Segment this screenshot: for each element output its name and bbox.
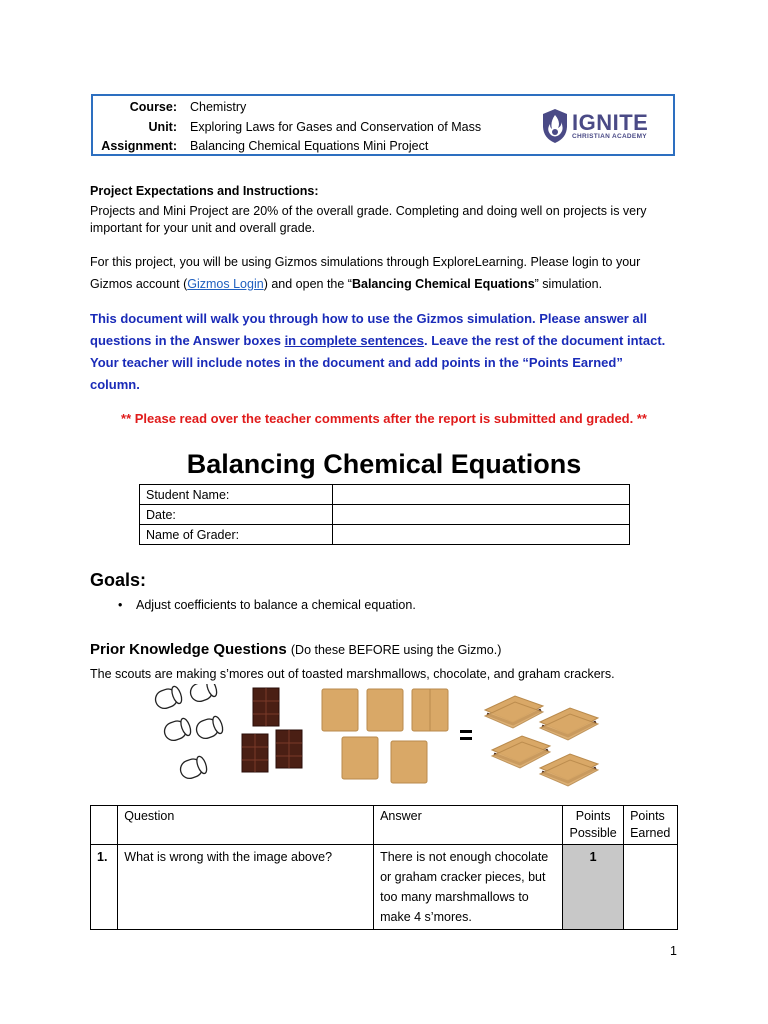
shield-flame-icon <box>542 108 568 144</box>
goal-text: Adjust coefficients to balance a chemical equation. <box>136 598 416 612</box>
graham-cracker-icon <box>322 689 448 783</box>
walkthrough-underlined: in complete sentences <box>284 333 425 348</box>
ignite-logo <box>542 108 662 144</box>
logo-wordmark: IGNITE <box>572 110 649 135</box>
prior-knowledge-note: (Do these BEFORE using the Gizmo.) <box>290 643 502 657</box>
walkthrough-line-2 <box>90 330 665 352</box>
table-row <box>140 525 630 545</box>
expectations-line-1: Projects and Mini Project are 20% of the overall grade. Completing and doing well on projects is very <box>90 204 647 218</box>
answer-header: Answer <box>374 806 563 845</box>
gizmo-line-2-b: ) and open the “ <box>263 277 352 291</box>
page-title: Balancing Chemical Equations <box>186 449 582 479</box>
logo-subtitle: CHRISTIAN ACADEMY <box>572 133 647 140</box>
gizmo-line-2-a: Gizmos account ( <box>90 277 188 291</box>
question-number: 1. <box>91 845 118 930</box>
walkthrough-line-2-a: questions in the Answer boxes <box>90 333 285 348</box>
table-row <box>140 505 630 525</box>
course-value: Chemistry <box>190 100 247 114</box>
unit-label: Unit: <box>148 120 177 134</box>
walkthrough-line-3: Your teacher will include notes in the document and add points in the “Points Earned” <box>90 355 623 370</box>
date-field[interactable] <box>333 505 630 525</box>
grader-name-label: Name of Grader: <box>140 525 333 545</box>
course-header-box <box>91 94 675 156</box>
marshmallow-icon <box>153 684 225 781</box>
question-text: What is wrong with the image above? <box>118 845 374 930</box>
question-header: Question <box>118 806 374 845</box>
goals-heading: Goals: <box>90 570 147 590</box>
prior-knowledge-heading <box>90 641 501 658</box>
goal-item <box>118 598 416 612</box>
walkthrough-line-1: This document will walk you through how to use the Gizmos simulation. Please answer all <box>90 311 647 326</box>
answer-box[interactable]: There is not enough chocolate or graham cracker pieces, but too many marshmallows to make 4 s’mores. <box>374 845 563 930</box>
grader-name-field[interactable] <box>333 525 630 545</box>
assignment-label: Assignment: <box>101 139 177 153</box>
points-earned-header: Points Earned <box>624 806 678 845</box>
gizmos-login-link[interactable]: Gizmos Login <box>187 277 264 291</box>
student-info-table <box>139 484 630 545</box>
table-row <box>140 485 630 505</box>
date-label: Date: <box>140 505 333 525</box>
walkthrough-line-4: column. <box>90 377 140 392</box>
unit-value: Exploring Laws for Gases and Conservation of Mass <box>190 120 482 134</box>
points-earned-cell[interactable] <box>624 845 678 930</box>
smore-icon <box>485 696 598 786</box>
student-name-label: Student Name: <box>140 485 333 505</box>
expectations-line-2: important for your unit and overall grade. <box>90 221 316 235</box>
course-label: Course: <box>129 100 177 114</box>
chocolate-icon <box>242 688 302 772</box>
simulation-name: Balancing Chemical Equations <box>351 277 535 291</box>
gizmo-line-2 <box>90 276 602 293</box>
bullet-icon: • <box>118 598 123 612</box>
assignment-value: Balancing Chemical Equations Mini Project <box>190 139 429 153</box>
prior-knowledge-title: Prior Knowledge Questions <box>90 641 287 658</box>
gizmo-line-1: For this project, you will be using Gizmos simulations through ExploreLearning. Please login to your <box>90 255 641 269</box>
smores-intro: The scouts are making s’mores out of toasted marshmallows, chocolate, and graham crackers. <box>90 667 615 681</box>
walkthrough-line-2-b: . Leave the rest of the document intact. <box>424 333 666 348</box>
table-header-row <box>91 806 678 845</box>
points-possible-header: Points Possible <box>563 806 624 845</box>
gizmo-line-2-c: ” simulation. <box>534 277 603 291</box>
number-header <box>91 806 118 845</box>
questions-table <box>90 805 678 930</box>
student-name-field[interactable] <box>333 485 630 505</box>
points-possible-cell: 1 <box>563 845 624 930</box>
teacher-comments-notice: ** Please read over the teacher comments after the report is submitted and graded. ** <box>121 411 647 426</box>
expectations-heading: Project Expectations and Instructions: <box>90 184 319 198</box>
smores-illustration <box>150 684 620 792</box>
table-row <box>91 845 678 930</box>
equals-icon <box>460 730 472 740</box>
page-number: 1 <box>670 944 677 958</box>
